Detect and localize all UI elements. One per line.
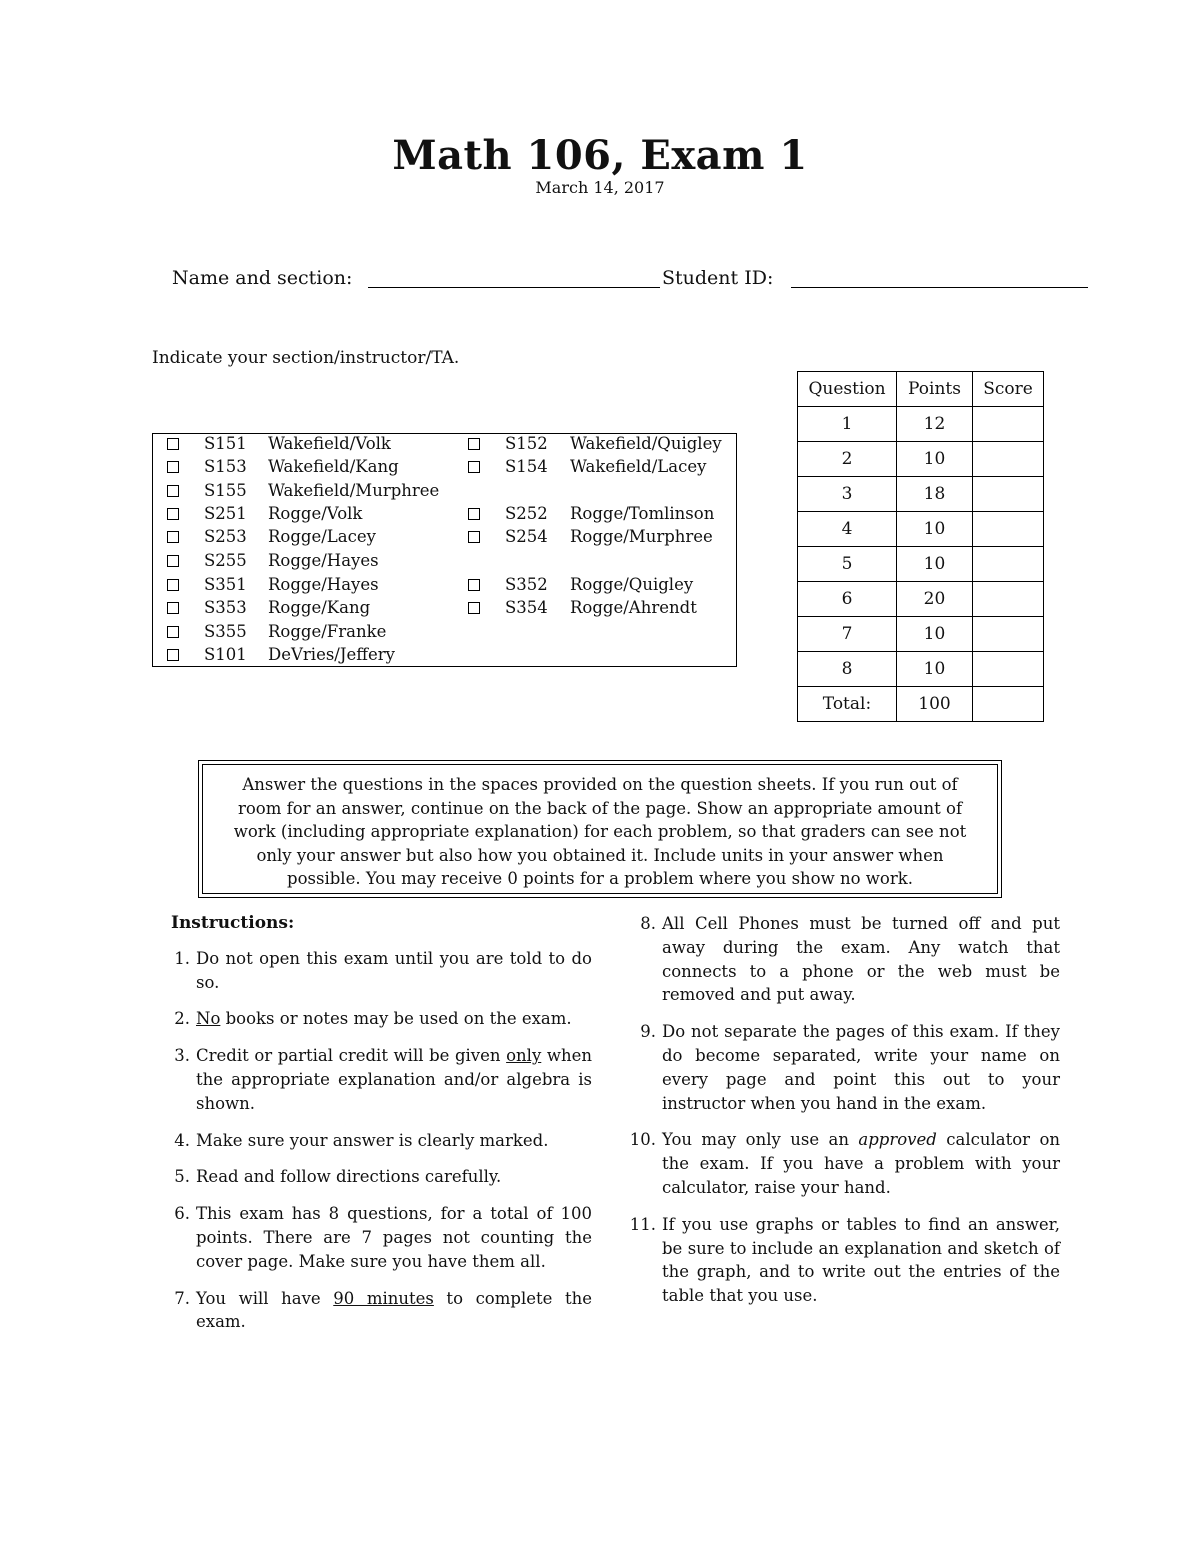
- section-instructor: Wakefield/Lacey: [570, 457, 707, 476]
- score-table-row: [798, 687, 1044, 722]
- instruction-item: [628, 1213, 1060, 1308]
- name-section-label: Name and section:: [172, 267, 353, 289]
- notice-text: Answer the questions in the spaces provided on the question sheets. If you run out of room for an answer, continue on the back of the page. Show an appropriate amount of work (including appropriate explanation) for each problem, so that graders can see not only your answer but also how you obtained it. Include units in your answer when possible. You may receive 0 points for a problem where you show no work.: [202, 764, 998, 894]
- question-header: Question: [798, 372, 897, 407]
- instruction-item: [162, 1287, 592, 1335]
- section-row: [153, 622, 738, 645]
- instruction-number: 9.: [640, 1022, 656, 1042]
- question-points: 10: [897, 512, 973, 547]
- section-code: S152: [505, 434, 548, 453]
- question-points: 10: [897, 547, 973, 582]
- section-instructor: Wakefield/Quigley: [570, 434, 722, 453]
- name-section-field[interactable]: [368, 287, 660, 288]
- instruction-item: [628, 1128, 1060, 1199]
- instruction-number: 10.: [629, 1130, 656, 1150]
- section-checkbox[interactable]: [167, 485, 179, 497]
- instruction-text: No books or notes may be used on the exam.: [196, 1009, 572, 1029]
- question-points: 10: [897, 652, 973, 687]
- section-checkbox[interactable]: [468, 602, 480, 614]
- section-row: [153, 434, 738, 457]
- instruction-text: This exam has 8 questions, for a total of 100 points. There are 7 pages not counting the cover page. Make sure you have them all.: [196, 1204, 592, 1271]
- score-cell[interactable]: [973, 582, 1044, 617]
- section-checkbox[interactable]: [167, 626, 179, 638]
- score-table-row: [798, 582, 1044, 617]
- section-row: [153, 504, 738, 527]
- section-instructor: Wakefield/Kang: [268, 457, 399, 476]
- instruction-number: 5.: [174, 1167, 190, 1187]
- student-id-field[interactable]: [791, 287, 1088, 288]
- instruction-text: Read and follow directions carefully.: [196, 1167, 502, 1187]
- instruction-text: Make sure your answer is clearly marked.: [196, 1130, 549, 1150]
- section-code: S352: [505, 575, 548, 594]
- section-checkbox[interactable]: [468, 438, 480, 450]
- score-table: [797, 371, 1044, 722]
- instructions-left-column: [162, 912, 592, 1347]
- question-number: 2: [798, 442, 897, 477]
- instructions-heading: Instructions:: [171, 913, 295, 933]
- section-instructor: Rogge/Tomlinson: [570, 504, 715, 523]
- exam-title: Math 106, Exam 1: [392, 132, 808, 179]
- instruction-text: You will have 90 minutes to complete the exam.: [196, 1288, 592, 1332]
- instruction-number: 3.: [174, 1046, 190, 1066]
- instruction-number: 4.: [174, 1130, 190, 1150]
- section-instructor: Rogge/Volk: [268, 504, 363, 523]
- section-instructor: DeVries/Jeffery: [268, 645, 395, 664]
- section-instructor: Rogge/Franke: [268, 622, 387, 641]
- score-header: Score: [973, 372, 1044, 407]
- student-id-label: Student ID:: [662, 267, 774, 289]
- instruction-text: Do not separate the pages of this exam. If they do become separated, write your name on every page and point this out to your instructor when you hand in the exam.: [662, 1022, 1060, 1113]
- notice-box: [198, 760, 1002, 898]
- instruction-item: [162, 1129, 592, 1153]
- section-code: S153: [204, 457, 247, 476]
- instruction-text: You may only use an approved calculator on the exam. If you have a problem with your calculator, raise your hand.: [662, 1130, 1061, 1197]
- total-label: Total:: [798, 687, 897, 722]
- points-header: Points: [897, 372, 973, 407]
- instruction-number: 6.: [174, 1204, 190, 1224]
- section-row: [153, 645, 738, 668]
- score-table-row: [798, 547, 1044, 582]
- instruction-number: 2.: [174, 1009, 190, 1029]
- score-table-row: [798, 442, 1044, 477]
- score-cell[interactable]: [973, 617, 1044, 652]
- score-table-row: [798, 652, 1044, 687]
- instruction-item: [162, 1202, 592, 1273]
- section-instructor: Rogge/Lacey: [268, 527, 376, 546]
- section-instructor: Wakefield/Murphree: [268, 481, 440, 500]
- score-table-row: [798, 407, 1044, 442]
- instruction-item: [162, 947, 592, 995]
- section-checkbox[interactable]: [468, 579, 480, 591]
- instruction-item: [162, 1165, 592, 1189]
- section-checkbox[interactable]: [167, 649, 179, 661]
- instruction-item: [162, 1007, 592, 1031]
- instructions-right-column: [628, 912, 1060, 1321]
- section-instructor: Rogge/Hayes: [268, 551, 379, 570]
- section-row: [153, 598, 738, 621]
- section-checkbox[interactable]: [167, 461, 179, 473]
- question-number: 4: [798, 512, 897, 547]
- instruction-number: 1.: [174, 948, 190, 968]
- section-checkbox[interactable]: [468, 461, 480, 473]
- section-code: S154: [505, 457, 548, 476]
- section-checkbox[interactable]: [167, 508, 179, 520]
- section-row: [153, 457, 738, 480]
- section-code: S253: [204, 527, 247, 546]
- question-points: 10: [897, 442, 973, 477]
- instruction-text: If you use graphs or tables to find an answer, be sure to include an explanation and sketch of the graph, and to write out the entries of the table that you use.: [662, 1214, 1060, 1306]
- section-instructor: Rogge/Ahrendt: [570, 598, 697, 617]
- instruction-number: 7.: [174, 1288, 190, 1308]
- question-number: 6: [798, 582, 897, 617]
- section-code: S252: [505, 504, 548, 523]
- instruction-number: 11.: [629, 1214, 656, 1234]
- question-number: 1: [798, 407, 897, 442]
- instruction-item: [628, 1020, 1060, 1115]
- score-cell[interactable]: [973, 477, 1044, 512]
- score-cell[interactable]: [973, 547, 1044, 582]
- section-code: S254: [505, 527, 548, 546]
- section-row: [153, 481, 738, 504]
- score-table-row: [798, 477, 1044, 512]
- section-code: S251: [204, 504, 247, 523]
- section-code: S155: [204, 481, 247, 500]
- section-instructor: Rogge/Hayes: [268, 575, 379, 594]
- section-checkbox[interactable]: [167, 531, 179, 543]
- section-selection-box: [152, 433, 737, 667]
- question-number: 7: [798, 617, 897, 652]
- score-cell[interactable]: [973, 442, 1044, 477]
- section-checkbox[interactable]: [167, 555, 179, 567]
- section-instructor: Wakefield/Volk: [268, 434, 391, 453]
- score-table-row: [798, 372, 1044, 407]
- question-points: 10: [897, 617, 973, 652]
- instruction-number: 8.: [640, 914, 656, 933]
- score-cell[interactable]: [973, 652, 1044, 687]
- question-points: 18: [897, 477, 973, 512]
- section-checkbox[interactable]: [167, 579, 179, 591]
- total-score-cell[interactable]: [973, 687, 1044, 722]
- instruction-item: [628, 912, 1060, 1007]
- section-checkbox[interactable]: [167, 438, 179, 450]
- section-checkbox[interactable]: [167, 602, 179, 614]
- section-code: S354: [505, 598, 548, 617]
- section-row: [153, 575, 738, 598]
- instruction-text: All Cell Phones must be turned off and put away during the exam. Any watch that connects to a phone or the web must be removed and put away.: [662, 914, 1060, 1005]
- question-number: 3: [798, 477, 897, 512]
- section-instructor: Rogge/Murphree: [570, 527, 713, 546]
- section-code: S101: [204, 645, 247, 664]
- instruction-text: Credit or partial credit will be given only when the appropriate explanation and/or algebra is shown.: [196, 1046, 592, 1113]
- section-code: S151: [204, 434, 247, 453]
- instruction-text: Do not open this exam until you are told to do so.: [196, 948, 592, 992]
- section-code: S351: [204, 575, 247, 594]
- section-row: [153, 551, 738, 574]
- score-cell[interactable]: [973, 512, 1044, 547]
- instruction-item: [162, 1044, 592, 1115]
- section-instructor: Rogge/Quigley: [570, 575, 694, 594]
- question-number: 8: [798, 652, 897, 687]
- exam-date: March 14, 2017: [535, 178, 665, 197]
- section-instructor: Rogge/Kang: [268, 598, 371, 617]
- section-code: S255: [204, 551, 247, 570]
- question-points: 20: [897, 582, 973, 617]
- section-checkbox[interactable]: [468, 508, 480, 520]
- score-table-row: [798, 617, 1044, 652]
- score-table-row: [798, 512, 1044, 547]
- section-code: S355: [204, 622, 247, 641]
- total-points: 100: [897, 687, 973, 722]
- section-code: S353: [204, 598, 247, 617]
- question-number: 5: [798, 547, 897, 582]
- section-row: [153, 527, 738, 550]
- question-points: 12: [897, 407, 973, 442]
- section-checkbox[interactable]: [468, 531, 480, 543]
- score-cell[interactable]: [973, 407, 1044, 442]
- section-prompt: Indicate your section/instructor/TA.: [152, 348, 460, 368]
